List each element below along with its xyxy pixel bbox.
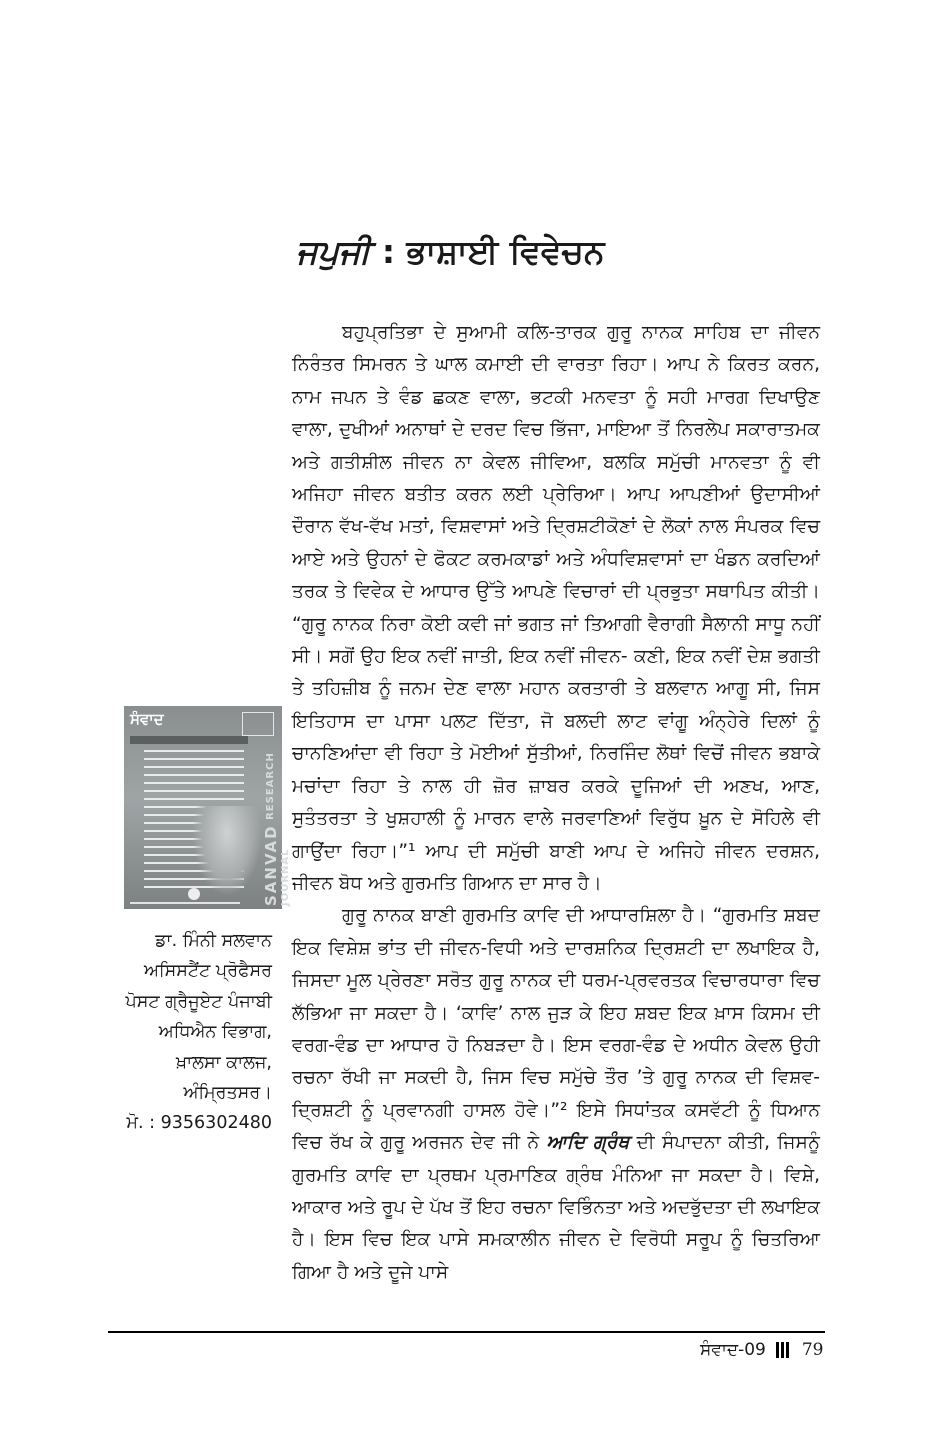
barcode-icon bbox=[776, 1342, 790, 1358]
emphasis-adi-granth: ਆਦਿ ਗ੍ਰੰਥ bbox=[546, 1132, 630, 1154]
cover-spine-small: RESEARCH JOURNAL bbox=[265, 752, 291, 906]
author-designation: ਅਸਿਸਟੈਂਟ ਪ੍ਰੋਫੈਸਰ bbox=[143, 961, 272, 982]
paragraph-2-after: ਦੀ ਸੰਪਾਦਨਾ ਕੀਤੀ, ਜਿਸਨੂੰ ਗੁਰਮਤਿ ਕਾਵਿ ਦਾ ਪ੍ਰਥਮ ਪ੍ਰਮਾਣਿਕ ਗ੍ਰੰਥ ਮੰਨਿਆ ਜਾ ਸਕਦਾ ਹੈ। ਵਿਸ਼ੇ, ਆਕਾਰ ਅਤੇ ਰੂਪ ਦੇ ਪੱਖ ਤੋਂ ਇਹ ਰਚਨਾ ਵਿਭਿੰਨਤਾ ਅਤੇ ਅਦਭੁੱਦਤਾ ਦੀ ਲਖਾਇਕ ਹੈ। ਇਸ ਵਿਚ ਇਕ ਪਾਸੇ ਸਮਕਾਲੀਨ ਜੀਵਨ ਦੇ ਵਿਰੋਧੀ ਸਰੂਪ ਨੂੰ ਚਿਤਰਿਆ ਗਿਆ ਹੈ ਅਤੇ ਦੂਜੇ ਪਾਸੇ bbox=[292, 1132, 821, 1283]
cover-spine-text bbox=[262, 716, 291, 906]
author-info bbox=[100, 926, 272, 1139]
article-title bbox=[296, 232, 605, 272]
cover-masthead: ਸੰਵਾਦ bbox=[130, 710, 164, 728]
journal-cover-image bbox=[124, 706, 291, 909]
footer-journal: ਸੰਵਾਦ-09 bbox=[700, 1340, 766, 1360]
page-footer bbox=[700, 1340, 824, 1360]
author-dept-line1: ਪੋਸਟ ਗ੍ਰੈਜੂਏਟ ਪੰਜਾਬੀ bbox=[125, 991, 272, 1012]
title-rest-part: : ਭਾਸ਼ਾਈ ਵਿਵੇਚਨ bbox=[370, 232, 605, 271]
cover-band bbox=[130, 736, 248, 744]
cover-spine-big: SANVAD bbox=[262, 824, 280, 906]
cover-footer-line bbox=[130, 902, 240, 904]
cover-temple-graphic bbox=[192, 806, 262, 896]
footer-rule bbox=[108, 1331, 825, 1333]
author-city: ਅੰਮ੍ਰਿਤਸਰ। bbox=[183, 1083, 272, 1104]
paragraph-2 bbox=[292, 900, 820, 1289]
title-italic-part: ਜਪੁਜੀ bbox=[296, 232, 371, 271]
page-number: 79 bbox=[801, 1340, 824, 1360]
cover-emblem-icon bbox=[188, 888, 200, 900]
article-body bbox=[292, 317, 820, 1289]
author-name: ਡਾ. ਮਿੰਨੀ ਸਲਵਾਨ bbox=[155, 931, 272, 951]
paragraph-2-before: ਗੁਰੂ ਨਾਨਕ ਬਾਣੀ ਗੁਰਮਤਿ ਕਾਵਿ ਦੀ ਆਧਾਰਸ਼ਿਲਾ ਹੈ। “ਗੁਰਮਤਿ ਸ਼ਬਦ ਇਕ ਵਿਸ਼ੇਸ਼ ਭਾਂਤ ਦੀ ਜੀਵਨ-ਵਿਧੀ ਅਤੇ ਦਾਰਸ਼ਨਿਕ ਦ੍ਰਿਸ਼ਟੀ ਦਾ ਲਖਾਇਕ ਹੈ, ਜਿਸਦਾ ਮੂਲ ਪ੍ਰੇਰਣਾ ਸਰੋਤ ਗੁਰੂ ਨਾਨਕ ਦੀ ਧਰਮ-ਪ੍ਰਵਰਤਕ ਵਿਚਾਰਧਾਰਾ ਵਿਚ ਲੱਭਿਆ ਜਾ ਸਕਦਾ ਹੈ। ‘ਕਾਵਿ’ ਨਾਲ ਜੁੜ ਕੇ ਇਹ ਸ਼ਬਦ ਇਕ ਖ਼ਾਸ ਕਿਸਮ ਦੀ ਵਰਗ-ਵੰਡ ਦਾ ਆਧਾਰ ਹੋ ਨਿਬੜਦਾ ਹੈ। ਇਸ ਵਰਗ-ਵੰਡ ਦੇ ਅਧੀਨ ਕੇਵਲ ਉਹੀ ਰਚਨਾ ਰੱਖੀ ਜਾ ਸਕਦੀ ਹੈ, ਜਿਸ ਵਿਚ ਸਮੁੱਚੇ ਤੌਰ ’ਤੇ ਗੁਰੂ ਨਾਨਕ ਦੀ ਵਿਸ਼ਵ-ਦ੍ਰਿਸ਼ਟੀ ਨੂੰ ਪ੍ਰਵਾਨਗੀ ਹਾਸਲ ਹੋਵੇ।”² ਇਸੇ ਸਿਧਾਂਤਕ ਕਸਵੱਟੀ ਨੂੰ ਧਿਆਨ ਵਿਚ ਰੱਖ ਕੇ ਗੁਰੂ ਅਰਜਨ ਦੇਵ ਜੀ ਨੇ bbox=[292, 905, 820, 1154]
author-dept-line2: ਅਧਿਐਨ ਵਿਭਾਗ, bbox=[158, 1022, 272, 1043]
paragraph-1: ਬਹੁਪ੍ਰਤਿਭਾ ਦੇ ਸੁਆਮੀ ਕਲਿ-ਤਾਰਕ ਗੁਰੂ ਨਾਨਕ ਸਾਹਿਬ ਦਾ ਜੀਵਨ ਨਿਰੰਤਰ ਸਿਮਰਨ ਤੇ ਘਾਲ ਕਮਾਈ ਦੀ ਵਾਰਤਾ ਰਿਹਾ। ਆਪ ਨੇ ਕਿਰਤ ਕਰਨ, ਨਾਮ ਜਪਨ ਤੇ ਵੰਡ ਛਕਣ ਵਾਲਾ, ਭਟਕੀ ਮਨਵਤਾ ਨੂੰ ਸਹੀ ਮਾਰਗ ਦਿਖਾਉਣ ਵਾਲਾ, ਦੁਖੀਆਂ ਅਨਾਥਾਂ ਦੇ ਦਰਦ ਵਿਚ ਭਿੱਜਾ, ਮਾਇਆ ਤੋਂ ਨਿਰਲੇਪ ਸਕਾਰਾਤਮਕ ਅਤੇ ਗਤੀਸ਼ੀਲ ਜੀਵਨ ਨਾ ਕੇਵਲ ਜੀਵਿਆ, ਬਲਕਿ ਸਮੁੱਚੀ ਮਾਨਵਤਾ ਨੂੰ ਵੀ ਅਜਿਹਾ ਜੀਵਨ ਬਤੀਤ ਕਰਨ ਲਈ ਪ੍ਰੇਰਿਆ। ਆਪ ਆਪਣੀਆਂ ਉਦਾਸੀਆਂ ਦੌਰਾਨ ਵੱਖ-ਵੱਖ ਮਤਾਂ, ਵਿਸ਼ਵਾਸਾਂ ਅਤੇ ਦ੍ਰਿਸ਼ਟੀਕੋਣਾਂ ਦੇ ਲੋਕਾਂ ਨਾਲ ਸੰਪਰਕ ਵਿਚ ਆਏ ਅਤੇ ਉਹਨਾਂ ਦੇ ਫੋਕਟ ਕਰਮਕਾਡਾਂ ਅਤੇ ਅੰਧਵਿਸ਼ਵਾਸਾਂ ਦਾ ਖੰਡਨ ਕਰਦਿਆਂ ਤਰਕ ਤੇ ਵਿਵੇਕ ਦੇ ਆਧਾਰ ਉੱਤੇ ਆਪਣੇ ਵਿਚਾਰਾਂ ਦੀ ਪ੍ਰਭੁਤਾ ਸਥਾਪਿਤ ਕੀਤੀ। “ਗੁਰੂ ਨਾਨਕ ਨਿਰਾ ਕੋਈ ਕਵੀ ਜਾਂ ਭਗਤ ਜਾਂ ਤਿਆਗੀ ਵੈਰਾਗੀ ਸੈਲਾਨੀ ਸਾਧੂ ਨਹੀਂ ਸੀ। ਸਗੋਂ ਉਹ ਇਕ ਨਵੀਂ ਜਾਤੀ, ਇਕ ਨਵੀਂ ਜੀਵਨ- ਕਣੀ, ਇਕ ਨਵੀਂ ਦੇਸ਼ ਭਗਤੀ ਤੇ ਤਹਿਜ਼ੀਬ ਨੂੰ ਜਨਮ ਦੇਣ ਵਾਲਾ ਮਹਾਨ ਕਰਤਾਰੀ ਤੇ ਬਲਵਾਨ ਆਗੂ ਸੀ, ਜਿਸ ਇਤਿਹਾਸ ਦਾ ਪਾਸਾ ਪਲਟ ਦਿੱਤਾ, ਜੋ ਬਲਦੀ ਲਾਟ ਵਾਂਗੂ ਅੰਨ੍ਹੇਰੇ ਦਿਲਾਂ ਨੂੰ ਚਾਨਣਿਆਂਦਾ ਵੀ ਰਿਹਾ ਤੇ ਮੋਈਆਂ ਸੁੱਤੀਆਂ, ਨਿਰਜਿੰਦ ਲੋਥਾਂ ਵਿਚੋਂ ਜੀਵਨ ਭਬਾਕੇ ਮਚਾਂਦਾ ਰਿਹਾ ਤੇ ਨਾਲ ਹੀ ਜ਼ੋਰ ਜ਼ਾਬਰ ਕਰਕੇ ਦੂਜਿਆਂ ਦੀ ਅਣਖ, ਆਣ, ਸੁਤੰਤਰਤਾ ਤੇ ਖੁਸ਼ਹਾਲੀ ਨੂੰ ਮਾਰਨ ਵਾਲੇ ਜਰਵਾਣਿਆਂ ਵਿਰੁੱਧ ਖ਼ੂਨ ਦੇ ਸੋਹਿਲੇ ਵੀ ਗਾਉਂਦਾ ਰਿਹਾ।”¹ ਆਪ ਦੀ ਸਮੁੱਚੀ ਬਾਣੀ ਆਪ ਦੇ ਅਜਿਹੇ ਜੀਵਨ ਦਰਸ਼ਨ, ਜੀਵਨ ਬੋਧ ਅਤੇ ਗੁਰਮਤਿ ਗਿਆਨ ਦਾ ਸਾਰ ਹੈ। bbox=[292, 322, 820, 894]
author-phone: ਮੋ. : 9356302480 bbox=[126, 1113, 272, 1134]
author-college: ਖ਼ਾਲਸਾ ਕਾਲਜ, bbox=[176, 1052, 272, 1073]
